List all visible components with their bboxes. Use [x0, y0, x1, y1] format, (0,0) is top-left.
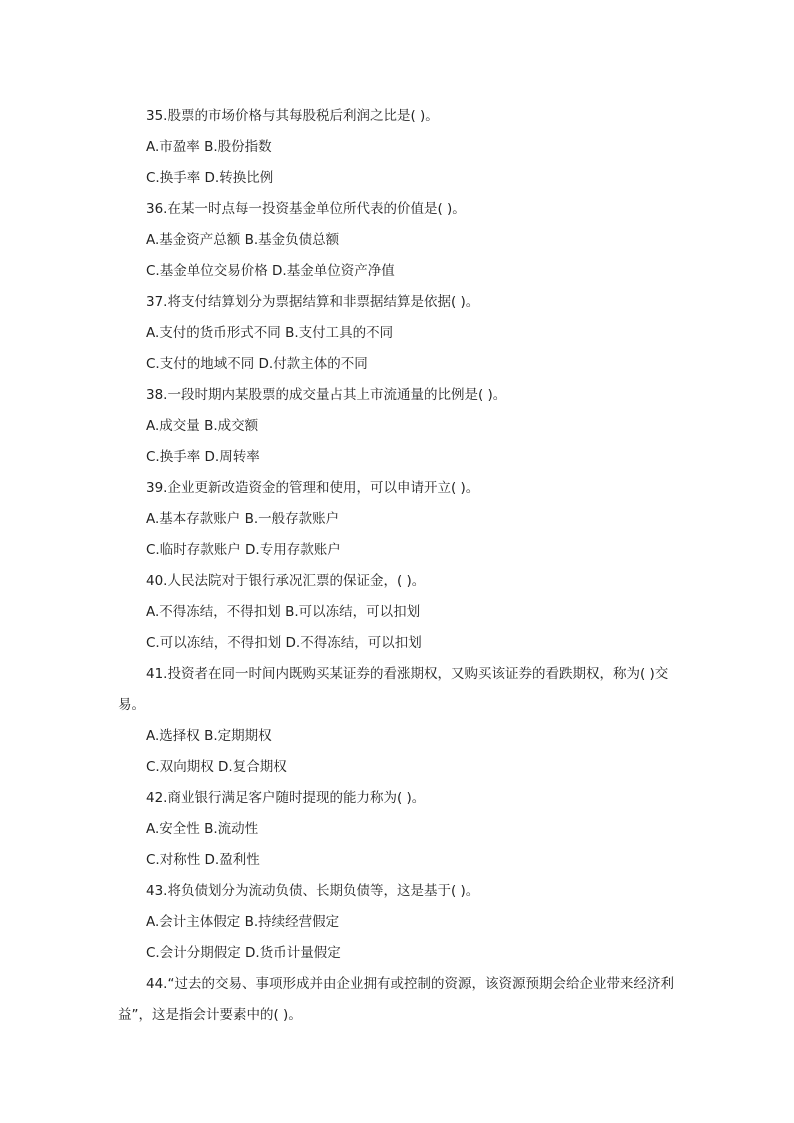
question-36-options-cd: C.基金单位交易价格 D.基金单位资产净值 — [146, 263, 395, 279]
question-42-options-ab: A.安全性 B.流动性 — [146, 821, 259, 837]
question-43-stem: 43.将负债划分为流动负债、长期负债等，这是基于( )。 — [146, 883, 480, 899]
question-41-options-ab: A.选择权 B.定期期权 — [146, 728, 272, 744]
question-39-stem: 39.企业更新改造资金的管理和使用，可以申请开立( )。 — [146, 480, 480, 496]
question-44-stem: 44.“过去的交易、事项形成并由企业拥有或控制的资源，该资源预期会给企业带来经济利益”，这是指会计要素中的( )。 — [118, 976, 674, 1023]
question-39-options-cd: C.临时存款账户 D.专用存款账户 — [146, 542, 341, 558]
question-35-stem: 35.股票的市场价格与其每股税后利润之比是( )。 — [146, 108, 439, 124]
question-38-options-ab: A.成交量 B.成交额 — [146, 418, 259, 434]
question-42-options-cd: C.对称性 D.盈利性 — [146, 852, 260, 868]
question-36-stem: 36.在某一时点每一投资基金单位所代表的价值是( )。 — [146, 201, 466, 217]
question-38-options-cd: C.换手率 D.周转率 — [146, 449, 260, 465]
question-40-options-cd: C.可以冻结，不得扣划 D.不得冻结，可以扣划 — [146, 635, 422, 651]
question-40-options-ab: A.不得冻结，不得扣划 B.可以冻结，可以扣划 — [146, 604, 421, 620]
question-38-stem: 38.一段时期内某股票的成交量占其上市流通量的比例是( )。 — [146, 387, 507, 403]
question-42-stem: 42.商业银行满足客户随时提现的能力称为( )。 — [146, 790, 426, 806]
question-35-options-ab: A.市盈率 B.股份指数 — [146, 139, 272, 155]
question-43-options-ab: A.会计主体假定 B.持续经营假定 — [146, 914, 340, 930]
question-37-stem: 37.将支付结算划分为票据结算和非票据结算是依据( )。 — [146, 294, 480, 310]
question-41-stem: 41.投资者在同一时间内既购买某证券的看涨期权，又购买该证券的看跌期权，称为( )交易。 — [118, 666, 669, 713]
question-41-options-cd: C.双向期权 D.复合期权 — [146, 759, 287, 775]
question-37-options-ab: A.支付的货币形式不同 B.支付工具的不同 — [146, 325, 394, 341]
question-43-options-cd: C.会计分期假定 D.货币计量假定 — [146, 945, 341, 961]
question-list — [118, 101, 688, 1031]
question-37-options-cd: C.支付的地域不同 D.付款主体的不同 — [146, 356, 368, 372]
question-39-options-ab: A.基本存款账户 B.一般存款账户 — [146, 511, 340, 527]
question-40-stem: 40.人民法院对于银行承况汇票的保证金，( )。 — [146, 573, 426, 589]
question-35-options-cd: C.换手率 D.转换比例 — [146, 170, 274, 186]
question-36-options-ab: A.基金资产总额 B.基金负债总额 — [146, 232, 340, 248]
